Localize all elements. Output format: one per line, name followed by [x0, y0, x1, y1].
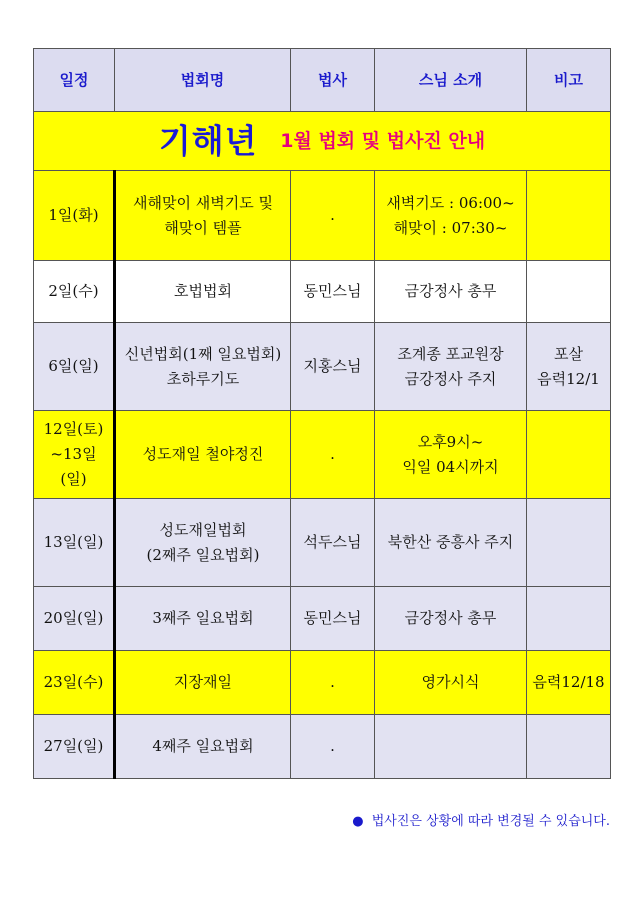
- note-cell: [527, 499, 611, 587]
- title-subtitle: 1월 법회 및 법사진 안내: [280, 129, 486, 152]
- date-cell-line: 2일(수): [48, 282, 99, 300]
- note-cell-line: 포살: [554, 344, 583, 363]
- note-cell: [527, 171, 611, 261]
- speaker-cell: [291, 323, 375, 411]
- event-cell: [115, 411, 291, 499]
- intro-cell-line: 금강정사 주지: [404, 369, 497, 388]
- event-cell: [115, 715, 291, 779]
- date-cell: [34, 499, 115, 587]
- speaker-cell-line: .: [330, 445, 335, 463]
- event-cell: [115, 651, 291, 715]
- note-cell: [527, 651, 611, 715]
- title-year: 기해년: [158, 121, 258, 161]
- date-cell-line: 12일(토): [43, 420, 104, 438]
- bullet-icon: ●: [352, 814, 364, 829]
- note-cell: [527, 715, 611, 779]
- date-cell-line: 23일(수): [43, 673, 104, 691]
- intro-cell: [375, 587, 527, 651]
- footnote-text: 법사진은 상황에 따라 변경될 수 있습니다.: [371, 814, 610, 829]
- note-cell: [527, 587, 611, 651]
- event-cell: [115, 499, 291, 587]
- speaker-cell: [291, 171, 375, 261]
- title-cell: [34, 112, 611, 171]
- event-cell-line: 초하루기도: [166, 369, 240, 388]
- event-cell: [115, 587, 291, 651]
- table-row: [34, 171, 611, 261]
- intro-cell-line: 금강정사 총무: [404, 609, 497, 627]
- intro-cell: [375, 261, 527, 323]
- intro-cell: [375, 499, 527, 587]
- note-cell-line: 음력12/1: [537, 369, 600, 388]
- event-cell: [115, 323, 291, 411]
- schedule-table: [33, 48, 611, 779]
- intro-cell: [375, 171, 527, 261]
- speaker-cell-line: .: [330, 673, 335, 691]
- header-note: 비고: [527, 49, 611, 112]
- schedule-rows: [34, 171, 611, 779]
- date-cell-line: 6일(일): [48, 357, 99, 375]
- speaker-cell-line: .: [330, 737, 335, 755]
- table-row: [34, 715, 611, 779]
- event-cell-line: 해맞이 템플: [164, 218, 242, 237]
- event-cell-line: 3째주 일요법회: [152, 609, 254, 627]
- event-cell-line: 호법법회: [174, 282, 232, 300]
- speaker-cell-line: 석두스님: [303, 533, 362, 551]
- date-cell: [34, 587, 115, 651]
- event-cell-line: 성도재일 철야정진: [142, 445, 264, 463]
- date-cell: [34, 261, 115, 323]
- date-cell-line: 13일(일): [43, 533, 104, 551]
- table-row: [34, 651, 611, 715]
- table-row: [34, 411, 611, 499]
- event-cell-line: 신년법회(1째 일요법회): [124, 344, 282, 363]
- date-cell: [34, 323, 115, 411]
- event-cell-line: 성도재일법회: [159, 520, 247, 539]
- speaker-cell: [291, 715, 375, 779]
- intro-cell: [375, 411, 527, 499]
- intro-cell-line: 익일 04시까지: [402, 457, 499, 476]
- speaker-cell-line: 동민스님: [303, 609, 362, 627]
- header-event: 법회명: [115, 49, 291, 112]
- event-cell-line: (2째주 일요법회): [146, 545, 260, 564]
- speaker-cell-line: 지홍스님: [303, 357, 362, 375]
- intro-cell: [375, 651, 527, 715]
- intro-cell-line: 해맞이 : 07:30~: [393, 218, 508, 237]
- date-cell-line: 1일(화): [48, 206, 99, 224]
- title-row: [34, 112, 611, 171]
- header-date: 일정: [34, 49, 115, 112]
- intro-cell: [375, 323, 527, 411]
- intro-cell-line: 금강정사 총무: [404, 282, 497, 300]
- intro-cell-line: 새벽기도 : 06:00~: [386, 193, 515, 212]
- note-cell: [527, 323, 611, 411]
- intro-cell-line: 영가시식: [421, 673, 480, 691]
- footnote: [352, 810, 610, 829]
- date-cell-line: ~13일(일): [50, 445, 97, 488]
- speaker-cell: [291, 651, 375, 715]
- date-cell-line: 27일(일): [43, 737, 104, 755]
- table-row: [34, 499, 611, 587]
- date-cell-line: 20일(일): [43, 609, 104, 627]
- header-row: [34, 49, 611, 112]
- intro-cell-line: 북한산 중흥사 주지: [387, 533, 514, 551]
- schedule-sheet: [33, 48, 610, 779]
- table-row: [34, 587, 611, 651]
- header-speaker: 법사: [291, 49, 375, 112]
- speaker-cell: [291, 411, 375, 499]
- speaker-cell: [291, 261, 375, 323]
- date-cell: [34, 411, 115, 499]
- table-row: [34, 323, 611, 411]
- date-cell: [34, 715, 115, 779]
- intro-cell-line: 조계종 포교원장: [397, 344, 504, 363]
- date-cell: [34, 171, 115, 261]
- speaker-cell-line: .: [330, 206, 335, 224]
- header-intro: 스님 소개: [375, 49, 527, 112]
- event-cell-line: 4째주 일요법회: [152, 737, 254, 755]
- intro-cell: [375, 715, 527, 779]
- note-cell: [527, 411, 611, 499]
- event-cell: [115, 261, 291, 323]
- note-cell-line: 음력12/18: [532, 673, 605, 691]
- note-cell: [527, 261, 611, 323]
- date-cell: [34, 651, 115, 715]
- event-cell: [115, 171, 291, 261]
- event-cell-line: 지장재일: [174, 673, 232, 691]
- speaker-cell-line: 동민스님: [303, 282, 362, 300]
- table-row: [34, 261, 611, 323]
- event-cell-line: 새해맞이 새벽기도 및: [133, 193, 273, 212]
- speaker-cell: [291, 587, 375, 651]
- intro-cell-line: 오후9시~: [417, 432, 484, 451]
- speaker-cell: [291, 499, 375, 587]
